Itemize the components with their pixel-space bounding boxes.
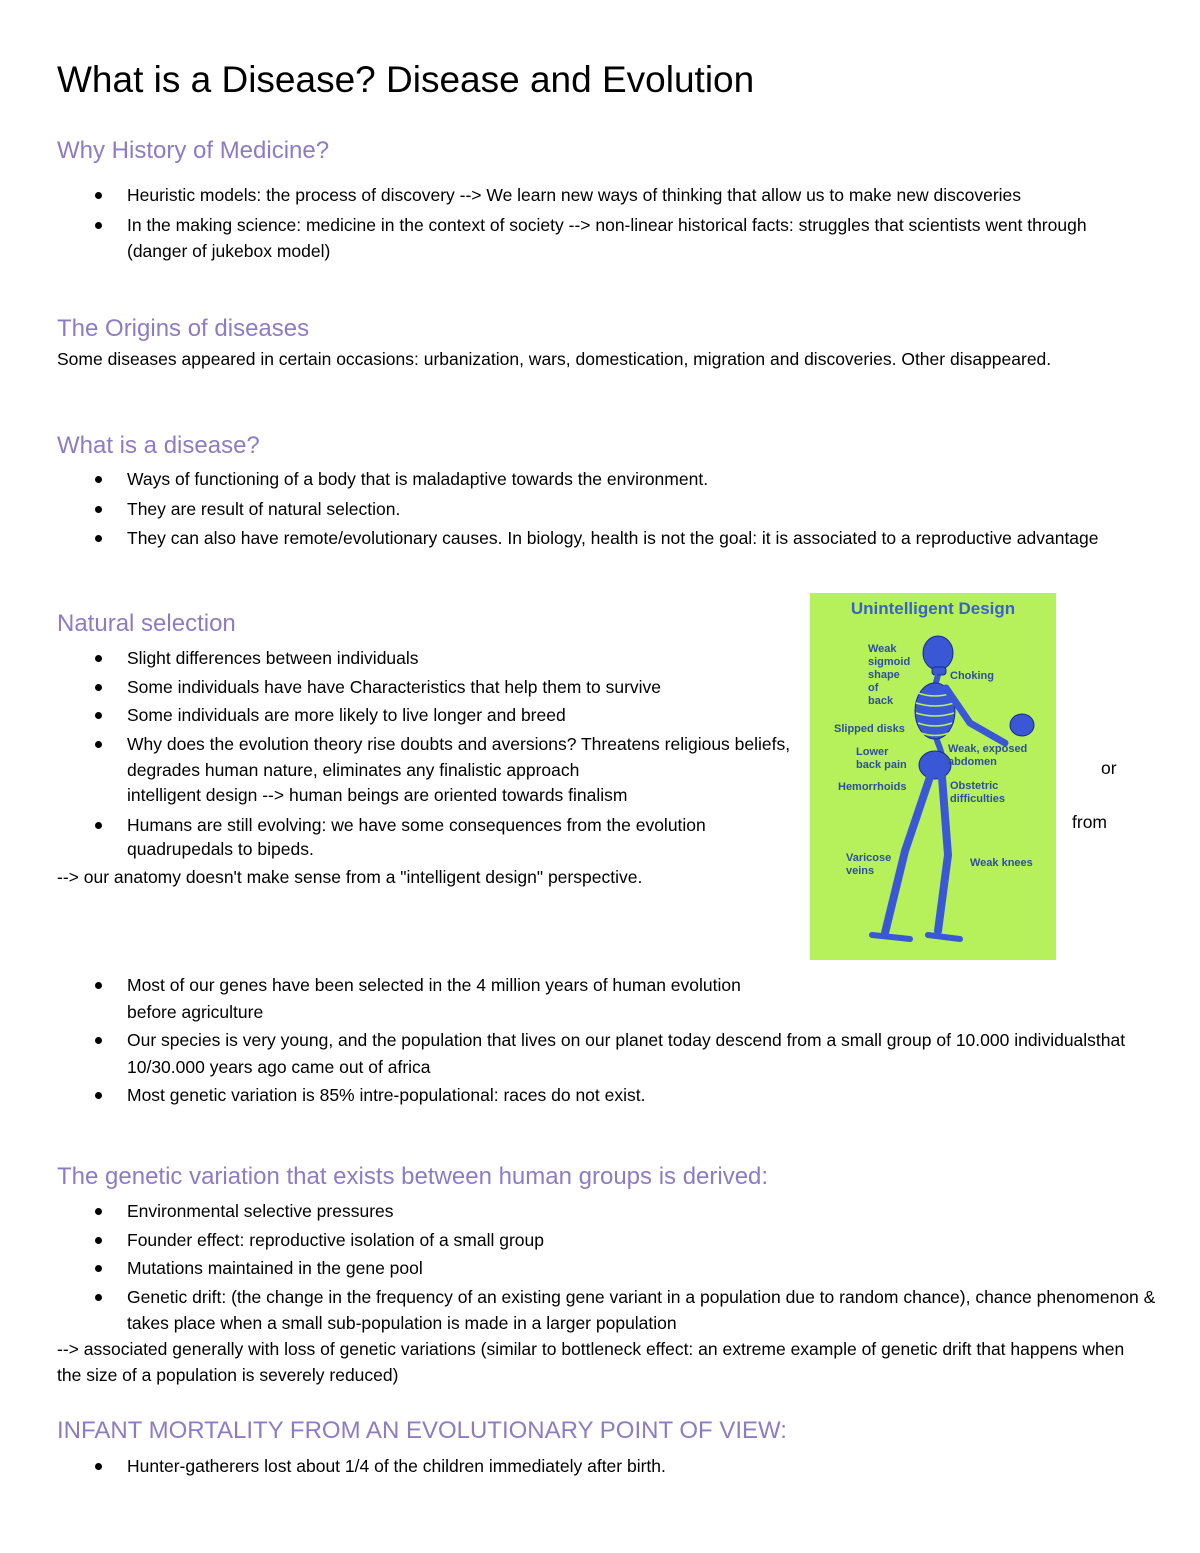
unintelligent-design-figure	[810, 593, 1056, 960]
list-item: Founder effect: reproductive isolation of a small group	[57, 1227, 1167, 1254]
variation-note: --> associated generally with loss of genetic variations (similar to bottleneck effect: an extreme example of genetic drift that happens when the size of a population is severely reduced)	[57, 1339, 1125, 1385]
list-item: Slight differences between individuals	[57, 645, 1127, 672]
heading-infant-mortality: INFANT MORTALITY FROM AN EVOLUTIONARY POINT OF VIEW:	[57, 1417, 787, 1444]
natural-selection-note: --> our anatomy doesn't make sense from a "intelligent design" perspective.	[57, 867, 643, 887]
word-or: or	[1101, 758, 1117, 778]
list-item: Some individuals have have Characteristics that help them to survive	[57, 674, 1127, 701]
list-item: Heuristic models: the process of discovery --> We learn new ways of thinking that allow us to make new discoveries	[57, 182, 1147, 209]
infant-list	[57, 1453, 1147, 1480]
list-item: Our species is very young, and the population that lives on our planet today descend from a small group of 10.000 individualsthat 10/30.000 years ago came out of africa	[57, 1027, 1147, 1080]
label-choking: Choking	[950, 670, 994, 682]
label-weak-knees: Weak knees	[970, 857, 1033, 869]
word-from: from	[1072, 812, 1107, 832]
history-list	[57, 182, 1147, 265]
list-item-text: Why does the evolution theory rise doubts and aversions? Threatens religious beliefs, degrades human nature, eliminates any finalistic approach	[127, 733, 791, 780]
list-item-text: Most of our genes have been selected in the 4 million years of human evolution before agriculture	[127, 975, 741, 1022]
list-item: They can also have remote/evolutionary causes. In biology, health is not the goal: it is associated to a reproductive advantage	[57, 525, 1147, 552]
origins-text: Some diseases appeared in certain occasions: urbanization, wars, domestication, migration and discoveries. Other disappeared.	[57, 349, 1052, 369]
heading-disease: What is a disease?	[57, 432, 260, 459]
list-item	[57, 972, 1147, 1025]
skeleton-illustration	[810, 593, 1056, 960]
heading-history: Why History of Medicine?	[57, 137, 330, 164]
label-hemorrhoids: Hemorrhoids	[838, 781, 907, 793]
label-slipped-disks: Slipped disks	[834, 723, 905, 735]
label-lower-back-pain: Lower back pain	[856, 746, 907, 771]
list-item: Environmental selective pressures	[57, 1198, 1167, 1225]
heading-genetic-variation: The genetic variation that exists between human groups is derived:	[57, 1163, 769, 1190]
figure-title: Unintelligent Design	[850, 599, 1016, 618]
list-item-text: Humans are still evolving: we have some consequences from the evolution	[127, 814, 706, 835]
list-item: Ways of functioning of a body that is maladaptive towards the environment.	[57, 466, 1147, 493]
list-item: Genetic drift: (the change in the frequency of an existing gene variant in a population due to random chance), chance phenomenon & takes place when a small sub-population is made in a larger population	[57, 1284, 1167, 1337]
page-title: What is a Disease? Disease and Evolution	[57, 59, 755, 100]
label-weak-abdomen: Weak, exposed abdomen	[948, 743, 1028, 768]
label-weak-sigmoid: Weak sigmoid shape of back	[868, 643, 911, 707]
genes-list	[57, 972, 1147, 1109]
disease-list	[57, 466, 1147, 552]
label-obstetric: Obstetric difficulties	[950, 780, 1006, 805]
list-item: In the making science: medicine in the context of society --> non-linear historical facts: struggles that scientists went through (danger of jukebox model)	[57, 212, 1147, 265]
list-item: Hunter-gatherers lost about 1/4 of the children immediately after birth.	[57, 1453, 1147, 1480]
list-item: Most genetic variation is 85% intre-populational: races do not exist.	[57, 1082, 1147, 1109]
list-item: Some individuals are more likely to live longer and breed	[57, 702, 1127, 729]
list-item: Mutations maintained in the gene pool	[57, 1255, 1167, 1282]
list-item: They are result of natural selection.	[57, 496, 1147, 523]
heading-natural-selection: Natural selection	[57, 610, 236, 637]
heading-origins: The Origins of diseases	[57, 315, 310, 342]
cont-line-from: quadrupedals to bipeds.	[127, 839, 314, 859]
label-varicose-veins: Varicose veins	[846, 852, 892, 877]
variation-list	[57, 1198, 1167, 1337]
cont-line-or: intelligent design --> human beings are oriented towards finalism	[127, 785, 628, 805]
